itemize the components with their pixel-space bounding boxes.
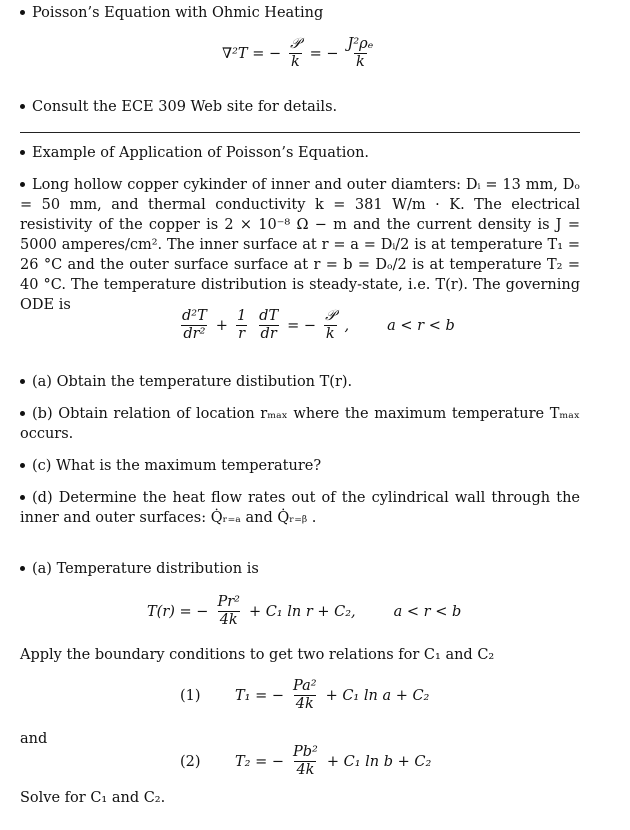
bullet-icon — [20, 495, 25, 500]
solve-text: Solve for C₁ and C₂. — [20, 790, 166, 806]
boundary-condition-2 — [180, 744, 431, 779]
poisson-frac2-num: J²ρₑ — [347, 36, 374, 52]
bullet-icon — [20, 104, 25, 109]
ode-f1-den: dr² — [183, 326, 206, 342]
bc1-frac — [291, 678, 319, 713]
bullet-icon — [20, 10, 25, 15]
bullet-icon — [20, 411, 25, 416]
ode-f2-num: 1 — [236, 308, 247, 324]
bullet-icon — [20, 150, 25, 155]
bc2-den: 4k — [296, 762, 315, 778]
ode-domain: a < r < b — [387, 317, 455, 334]
ode-equals: = − — [287, 317, 317, 334]
poisson-frac-1 — [288, 36, 302, 71]
bullet-icon — [20, 566, 25, 571]
bc1-rest: + C₁ ln a + C₂ — [325, 687, 430, 704]
bc1-label: (1) — [180, 687, 201, 704]
poisson-equation — [222, 36, 377, 71]
ode-comma: , — [344, 317, 350, 334]
poisson-frac1-num: 𝒫 — [290, 36, 301, 52]
bullet-item-consult — [20, 98, 337, 116]
ode-f1-num: d²T — [182, 308, 207, 324]
bullet-icon — [20, 463, 25, 468]
ode-frac-1 — [180, 308, 209, 343]
bc1-num: Pa² — [293, 678, 317, 694]
solution-intro-text: (a) Temperature distribution is — [32, 561, 259, 577]
question-b-text: (b) Obtain relation of location rₘₐₓ where the maximum temperature Tₘₐₓ occurs. — [20, 406, 580, 442]
bc2-num: Pb² — [293, 744, 318, 760]
question-a — [20, 373, 352, 391]
bc2-rest: + C₁ ln b + C₂ — [326, 753, 432, 770]
sol-eq-num: Pr² — [217, 594, 240, 610]
ode-f3-num: dT — [259, 308, 279, 324]
question-c — [20, 457, 321, 475]
solution-intro — [20, 560, 259, 578]
ode-f4-den: k — [325, 326, 335, 342]
governing-ode — [178, 308, 455, 343]
ode-plus: + — [215, 317, 228, 334]
poisson-frac2-den: k — [356, 54, 365, 70]
poisson-eq-lhs: ∇²T = − — [222, 45, 282, 62]
problem-text: Long hollow copper cykinder of inner and outer diamters: Dᵢ = 13 mm, Dₒ = 50 mm, and thermal conductivity k = 381 W/m · K. The electrical resistivity of the copper is 2 × 10⁻⁸ Ω − m and the current density is J = 5000 amperes/cm². The inner surface at r = a = Dᵢ/2 is at temperature T₁ = 26 °C and the outer surface surface at r = b = Dₒ/2 is at temperature T₂ = 40 °C. The temperature distribution is steady-state, i.e. T(r). The governing ODE is — [20, 177, 580, 313]
and-text: and — [20, 731, 48, 747]
ode-frac-2 — [235, 308, 248, 343]
question-b — [20, 404, 580, 444]
poisson-frac-2 — [346, 36, 376, 71]
problem-statement — [20, 175, 580, 315]
sol-eq-lhs: T(r) = − — [147, 603, 209, 620]
poisson-eq-mid: = − — [309, 45, 339, 62]
ode-frac-3 — [257, 308, 280, 343]
bullet-item-example-title — [20, 144, 369, 162]
bc1-den: 4k — [295, 696, 314, 712]
apply-bc-text: Apply the boundary conditions to get two relations for C₁ and C₂ — [20, 647, 495, 663]
solution-equation — [147, 594, 461, 629]
boundary-condition-1 — [180, 678, 429, 713]
sol-eq-rest: + C₁ ln r + C₂, — [248, 603, 356, 620]
bullet-icon — [20, 379, 25, 384]
ode-f2-den: r — [238, 326, 246, 342]
sol-eq-domain: a < r < b — [393, 603, 462, 620]
example-title: Example of Application of Poisson’s Equation. — [32, 145, 370, 161]
question-c-text: (c) What is the maximum temperature? — [32, 458, 322, 474]
sol-eq-den: 4k — [219, 612, 238, 628]
bc2-frac — [291, 744, 320, 779]
bullet-item-poisson-title — [20, 4, 323, 22]
section-divider — [20, 132, 580, 133]
question-a-text: (a) Obtain the temperature distibution T(r). — [32, 374, 353, 390]
ode-f4-num: 𝒫 — [325, 308, 336, 324]
consult-text: Consult the ECE 309 Web site for details. — [32, 99, 338, 115]
sol-eq-frac — [215, 594, 242, 629]
poisson-title: Poisson’s Equation with Ohmic Heating — [32, 5, 324, 21]
bc2-label: (2) — [180, 753, 201, 770]
ode-f3-den: dr — [260, 326, 277, 342]
ode-frac-4 — [323, 308, 337, 343]
bc1-lhs: T₁ = − — [235, 687, 285, 704]
question-d-text: (d) Determine the heat flow rates out of the cylindrical wall through the inner and outer surfaces: Q̇ᵣ₌ₐ and Q̇ᵣ₌ᵦ . — [20, 490, 580, 526]
question-d — [20, 488, 580, 528]
bullet-icon — [20, 182, 25, 187]
bc2-lhs: T₂ = − — [235, 753, 285, 770]
poisson-frac1-den: k — [290, 54, 300, 70]
